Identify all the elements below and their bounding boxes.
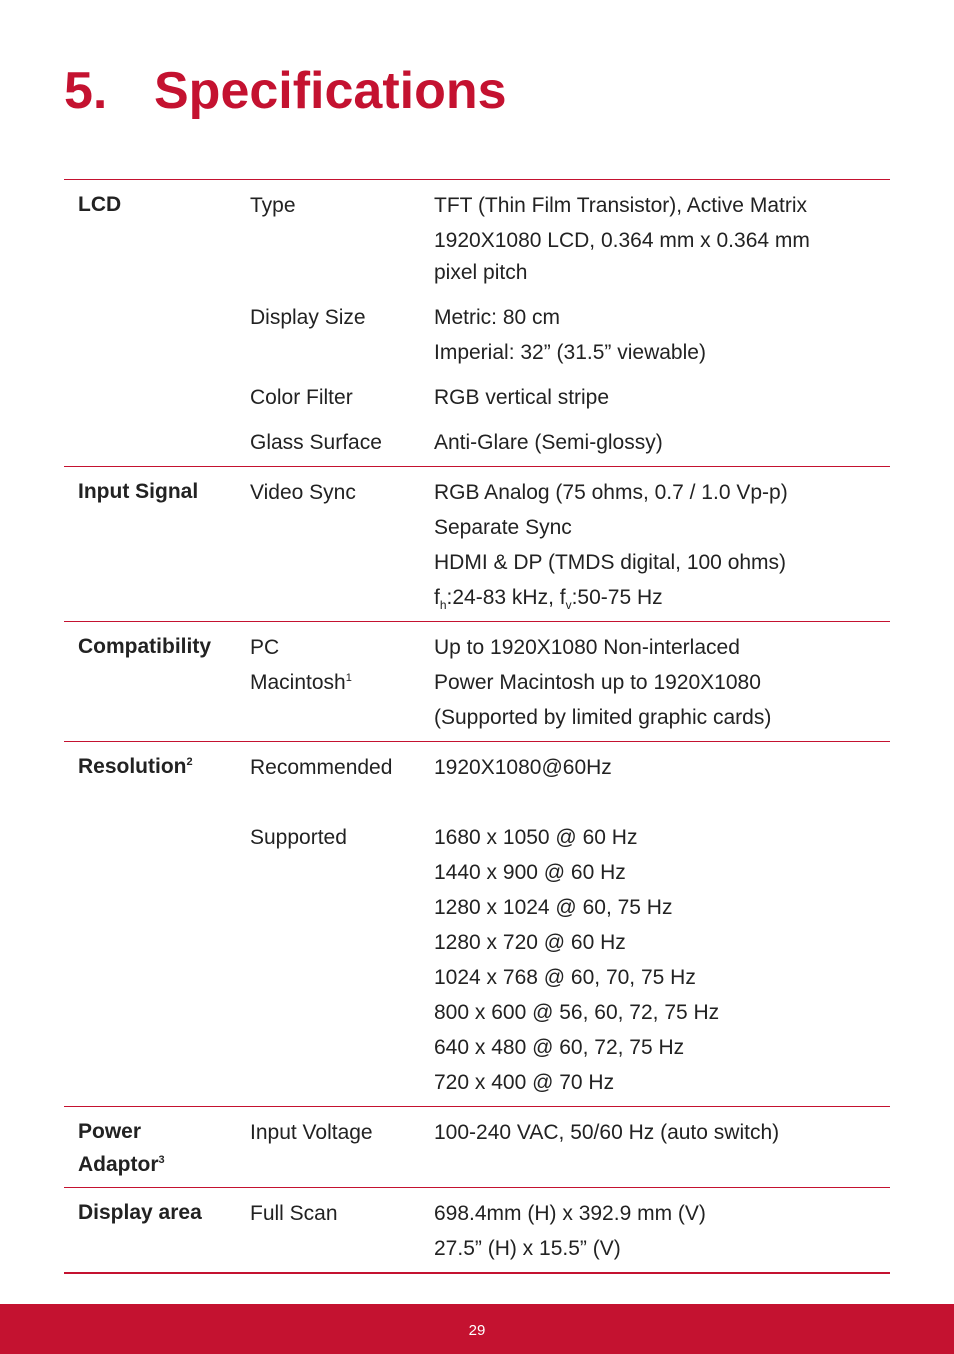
label-pc: PC [250, 636, 280, 659]
spec-row-type [250, 188, 890, 290]
value-video-sync-3: HDMI & DP (TMDS digital, 100 ohms) [434, 551, 787, 574]
value-recommended: 1920X1080@60Hz [434, 756, 612, 779]
spec-group-display-area [64, 1188, 890, 1274]
category-resolution: Resolution$^2$ [78, 755, 193, 778]
value-full-scan-1: 698.4mm (H) x 392.9 mm (V) [434, 1202, 706, 1225]
spec-group-input-signal [64, 467, 890, 622]
value-pc: Up to 1920X1080 Non-interlaced [434, 636, 740, 659]
spec-row-glass-surface [250, 425, 890, 460]
category-input-signal: Input Signal [78, 480, 199, 503]
value-input-voltage: 100-240 VAC, 50/60 Hz (auto switch) [434, 1121, 780, 1144]
value-glass-surface: Anti-Glare (Semi-glossy) [434, 431, 663, 454]
category-compatibility: Compatibility [78, 635, 212, 658]
value-macintosh-1: Power Macintosh up to 1920X1080 [434, 671, 761, 694]
value-supported-1: 1680 x 1050 @ 60 Hz [434, 826, 638, 849]
value-full-scan-2: 27.5” (H) x 15.5” (V) [434, 1237, 621, 1260]
value-type-1: TFT (Thin Film Transistor), Active Matrix [434, 194, 807, 217]
label-display-size: Display Size [250, 306, 366, 329]
spec-row-full-scan [250, 1196, 890, 1266]
category-lcd: LCD [78, 193, 122, 216]
spec-row-input-voltage [250, 1115, 890, 1150]
spec-group-resolution [64, 742, 890, 1107]
category-power-adaptor: Power Adaptor$^3$ [78, 1120, 165, 1176]
spec-row-macintosh [250, 665, 890, 735]
spec-row-color-filter [250, 380, 890, 415]
spec-group-compatibility [64, 622, 890, 742]
section-title: Specifications [154, 62, 507, 120]
page-number: 29 [468, 1321, 486, 1339]
label-color-filter: Color Filter [250, 386, 353, 409]
spec-row-recommended [250, 750, 890, 785]
spec-row-supported [250, 820, 890, 1100]
value-video-sync-2: Separate Sync [434, 516, 572, 539]
spec-row-pc [250, 630, 890, 665]
value-macintosh-2: (Supported by limited graphic cards) [434, 706, 772, 729]
section-number: 5. [64, 62, 108, 120]
value-supported-4: 1280 x 720 @ 60 Hz [434, 931, 626, 954]
value-supported-3: 1280 x 1024 @ 60, 75 Hz [434, 896, 673, 919]
value-color-filter: RGB vertical stripe [434, 386, 610, 409]
specifications-table [64, 179, 890, 1274]
value-supported-8: 720 x 400 @ 70 Hz [434, 1071, 615, 1094]
spec-row-video-sync [250, 475, 890, 615]
label-glass-surface: Glass Surface [250, 431, 382, 454]
label-input-voltage: Input Voltage [250, 1121, 373, 1144]
label-recommended: Recommended [250, 756, 393, 779]
value-frequency: $f_h:24-83$ kHz, $f_v:50-75$ Hz [434, 586, 663, 613]
page-title [64, 58, 507, 124]
spec-group-lcd [64, 180, 890, 467]
label-full-scan: Full Scan [250, 1202, 338, 1225]
category-display-area: Display area [78, 1201, 202, 1224]
footnote-2: 2 [186, 756, 193, 768]
value-type-2: 1920X1080 LCD, 0.364 mm x 0.364 mm pixel pitch [434, 229, 810, 284]
label-supported: Supported [250, 826, 347, 849]
footnote-1: 1 [345, 672, 352, 684]
spec-group-power-adaptor [64, 1107, 890, 1188]
value-supported-2: 1440 x 900 @ 60 Hz [434, 861, 626, 884]
footnote-3: 3 [158, 1154, 165, 1166]
label-type: Type [250, 194, 296, 217]
value-supported-7: 640 x 480 @ 60, 72, 75 Hz [434, 1036, 685, 1059]
page-footer [0, 1304, 954, 1354]
value-supported-6: 800 x 600 @ 56, 60, 72, 75 Hz [434, 1001, 720, 1024]
spec-row-display-size [250, 300, 890, 370]
value-video-sync-1: RGB Analog (75 ohms, 0.7 / 1.0 Vp-p) [434, 481, 788, 504]
label-video-sync: Video Sync [250, 481, 356, 504]
label-macintosh: Macintosh$^1$ [250, 671, 352, 694]
value-display-size-1: Metric: 80 cm [434, 306, 561, 329]
value-supported-5: 1024 x 768 @ 60, 70, 75 Hz [434, 966, 696, 989]
value-display-size-2: Imperial: 32” (31.5” viewable) [434, 341, 706, 364]
